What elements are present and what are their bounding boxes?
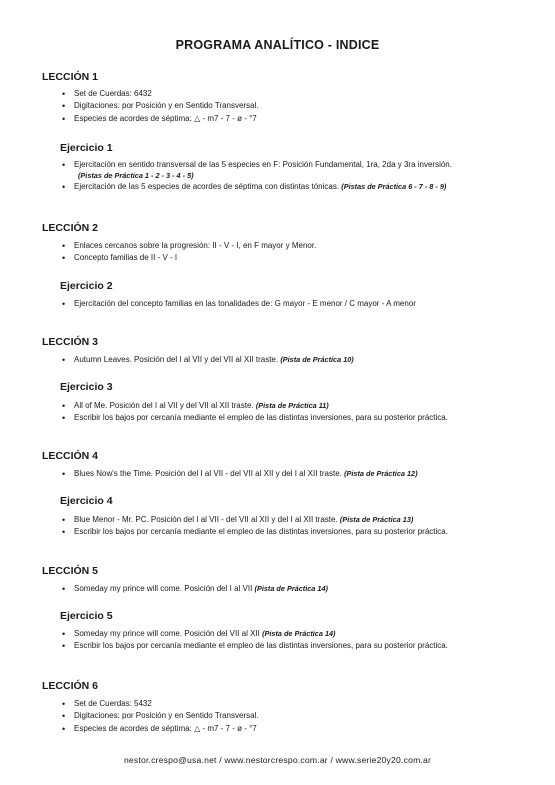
- list-item: • Escribir los bajos por cercanía mediante el empleo de las distintas inversiones, para su posterior práctica.: [62, 640, 448, 652]
- list-item: • Blues Now's the Time. Posición del I al VII - del VII al XII y del I al XII traste. (Pista de Práctica 12): [62, 468, 418, 480]
- lesson-3-list: [62, 354, 354, 366]
- lesson-5-list: [62, 583, 328, 595]
- lesson-6-heading: LECCIÓN 6: [42, 680, 99, 692]
- lesson-4-heading: LECCIÓN 4: [42, 450, 99, 462]
- list-item: • Someday my prince will come. Posición del VII al XII (Pista de Práctica 14): [62, 628, 448, 640]
- list-item: • Set de Cuerdas: 5432: [62, 698, 259, 710]
- list-item: • Ejercitación del concepto familias en las tonalidades de: G mayor - E menor / C mayor - A menor: [62, 298, 416, 310]
- list-item: • Especies de acordes de séptima: △ - m7 - 7 - ø - °7: [62, 723, 259, 735]
- list-item: • Enlaces cercanos sobre la progresión: II - V - I, en F mayor y Menor.: [62, 240, 316, 252]
- page-title: PROGRAMA ANALÍTICO - INDICE: [175, 38, 380, 52]
- list-item: • Digitaciones: por Posición y en Sentido Transversal.: [62, 100, 259, 112]
- list-item: • Especies de acordes de séptima: △ - m7 - 7 - ø - °7: [62, 113, 259, 125]
- exercise-1-list: [62, 159, 452, 194]
- practice-ref: (Pista de Práctica 13): [339, 515, 414, 524]
- list-item: • Blue Menor - Mr. PC. Posición del I al VII - del VII al XII y del I al XII traste. (Pista de Práctica 13): [62, 514, 448, 526]
- lesson-3-heading: LECCIÓN 3: [42, 336, 99, 348]
- list-item: • Digitaciones: por Posición y en Sentido Transversal.: [62, 710, 259, 722]
- lesson-6-list: [62, 698, 259, 735]
- practice-ref: (Pista de Práctica 10): [280, 355, 354, 364]
- list-item: • Ejercitación en sentido transversal de las 5 especies en F: Posición Fundamental, 1ra, 2da y 3ra inversión. (Pistas de Práctica 1 - 2 - 3 - 4 - 5): [62, 159, 452, 181]
- exercise-3-heading: Ejercicio 3: [60, 381, 113, 393]
- list-item: • Set de Cuerdas: 6432: [62, 88, 259, 100]
- exercise-1-heading: Ejercicio 1: [60, 142, 113, 154]
- practice-ref: (Pista de Práctica 14): [262, 629, 336, 638]
- exercise-4-heading: Ejercicio 4: [60, 495, 113, 507]
- exercise-2-list: [62, 298, 416, 310]
- lesson-1-heading: LECCIÓN 1: [42, 71, 99, 83]
- practice-ref: (Pistas de Práctica 6 - 7 - 8 - 9): [341, 182, 447, 192]
- exercise-3-list: [62, 400, 448, 425]
- exercise-5-list: [62, 628, 448, 653]
- lesson-2-list: [62, 240, 316, 265]
- list-item: • All of Me. Posición del I al VII y del VII al XII traste. (Pista de Práctica 11): [62, 400, 448, 412]
- list-item: • Escribir los bajos por cercanía mediante el empleo de las distintas inversiones, para su posterior práctica.: [62, 412, 448, 424]
- footer-contact: nestor.crespo@usa.net / www.nestorcrespo.com.ar / www.serie20y20.com.ar: [123, 755, 432, 765]
- practice-ref: (Pista de Práctica 12): [344, 469, 418, 478]
- practice-ref: (Pista de Práctica 11): [255, 401, 329, 410]
- lesson-5-heading: LECCIÓN 5: [42, 565, 99, 577]
- list-item: • Someday my prince will come. Posición del I al VII (Pista de Práctica 14): [62, 583, 328, 595]
- lesson-2-heading: LECCIÓN 2: [42, 222, 99, 234]
- practice-ref: (Pista de Práctica 14): [254, 584, 328, 593]
- practice-ref: (Pistas de Práctica 1 - 2 - 3 - 4 - 5): [78, 171, 194, 181]
- list-item: • Autumn Leaves. Posición del I al VII y del VII al XII traste. (Pista de Práctica 10): [62, 354, 354, 366]
- list-item: • Concepto familias de II - V - I: [62, 252, 316, 264]
- lesson-1-list: [62, 88, 259, 125]
- exercise-4-list: [62, 514, 448, 539]
- exercise-5-heading: Ejercicio 5: [60, 610, 113, 622]
- exercise-2-heading: Ejercicio 2: [60, 280, 113, 292]
- list-item: • Escribir los bajos por cercanía mediante el empleo de las distintas inversiones, para su posterior práctica.: [62, 526, 448, 538]
- lesson-4-list: [62, 468, 418, 480]
- list-item: • Ejercitación de las 5 especies de acordes de séptima con distintas tónicas. (Pistas de Práctica 6 - 7 - 8 - 9): [62, 181, 452, 193]
